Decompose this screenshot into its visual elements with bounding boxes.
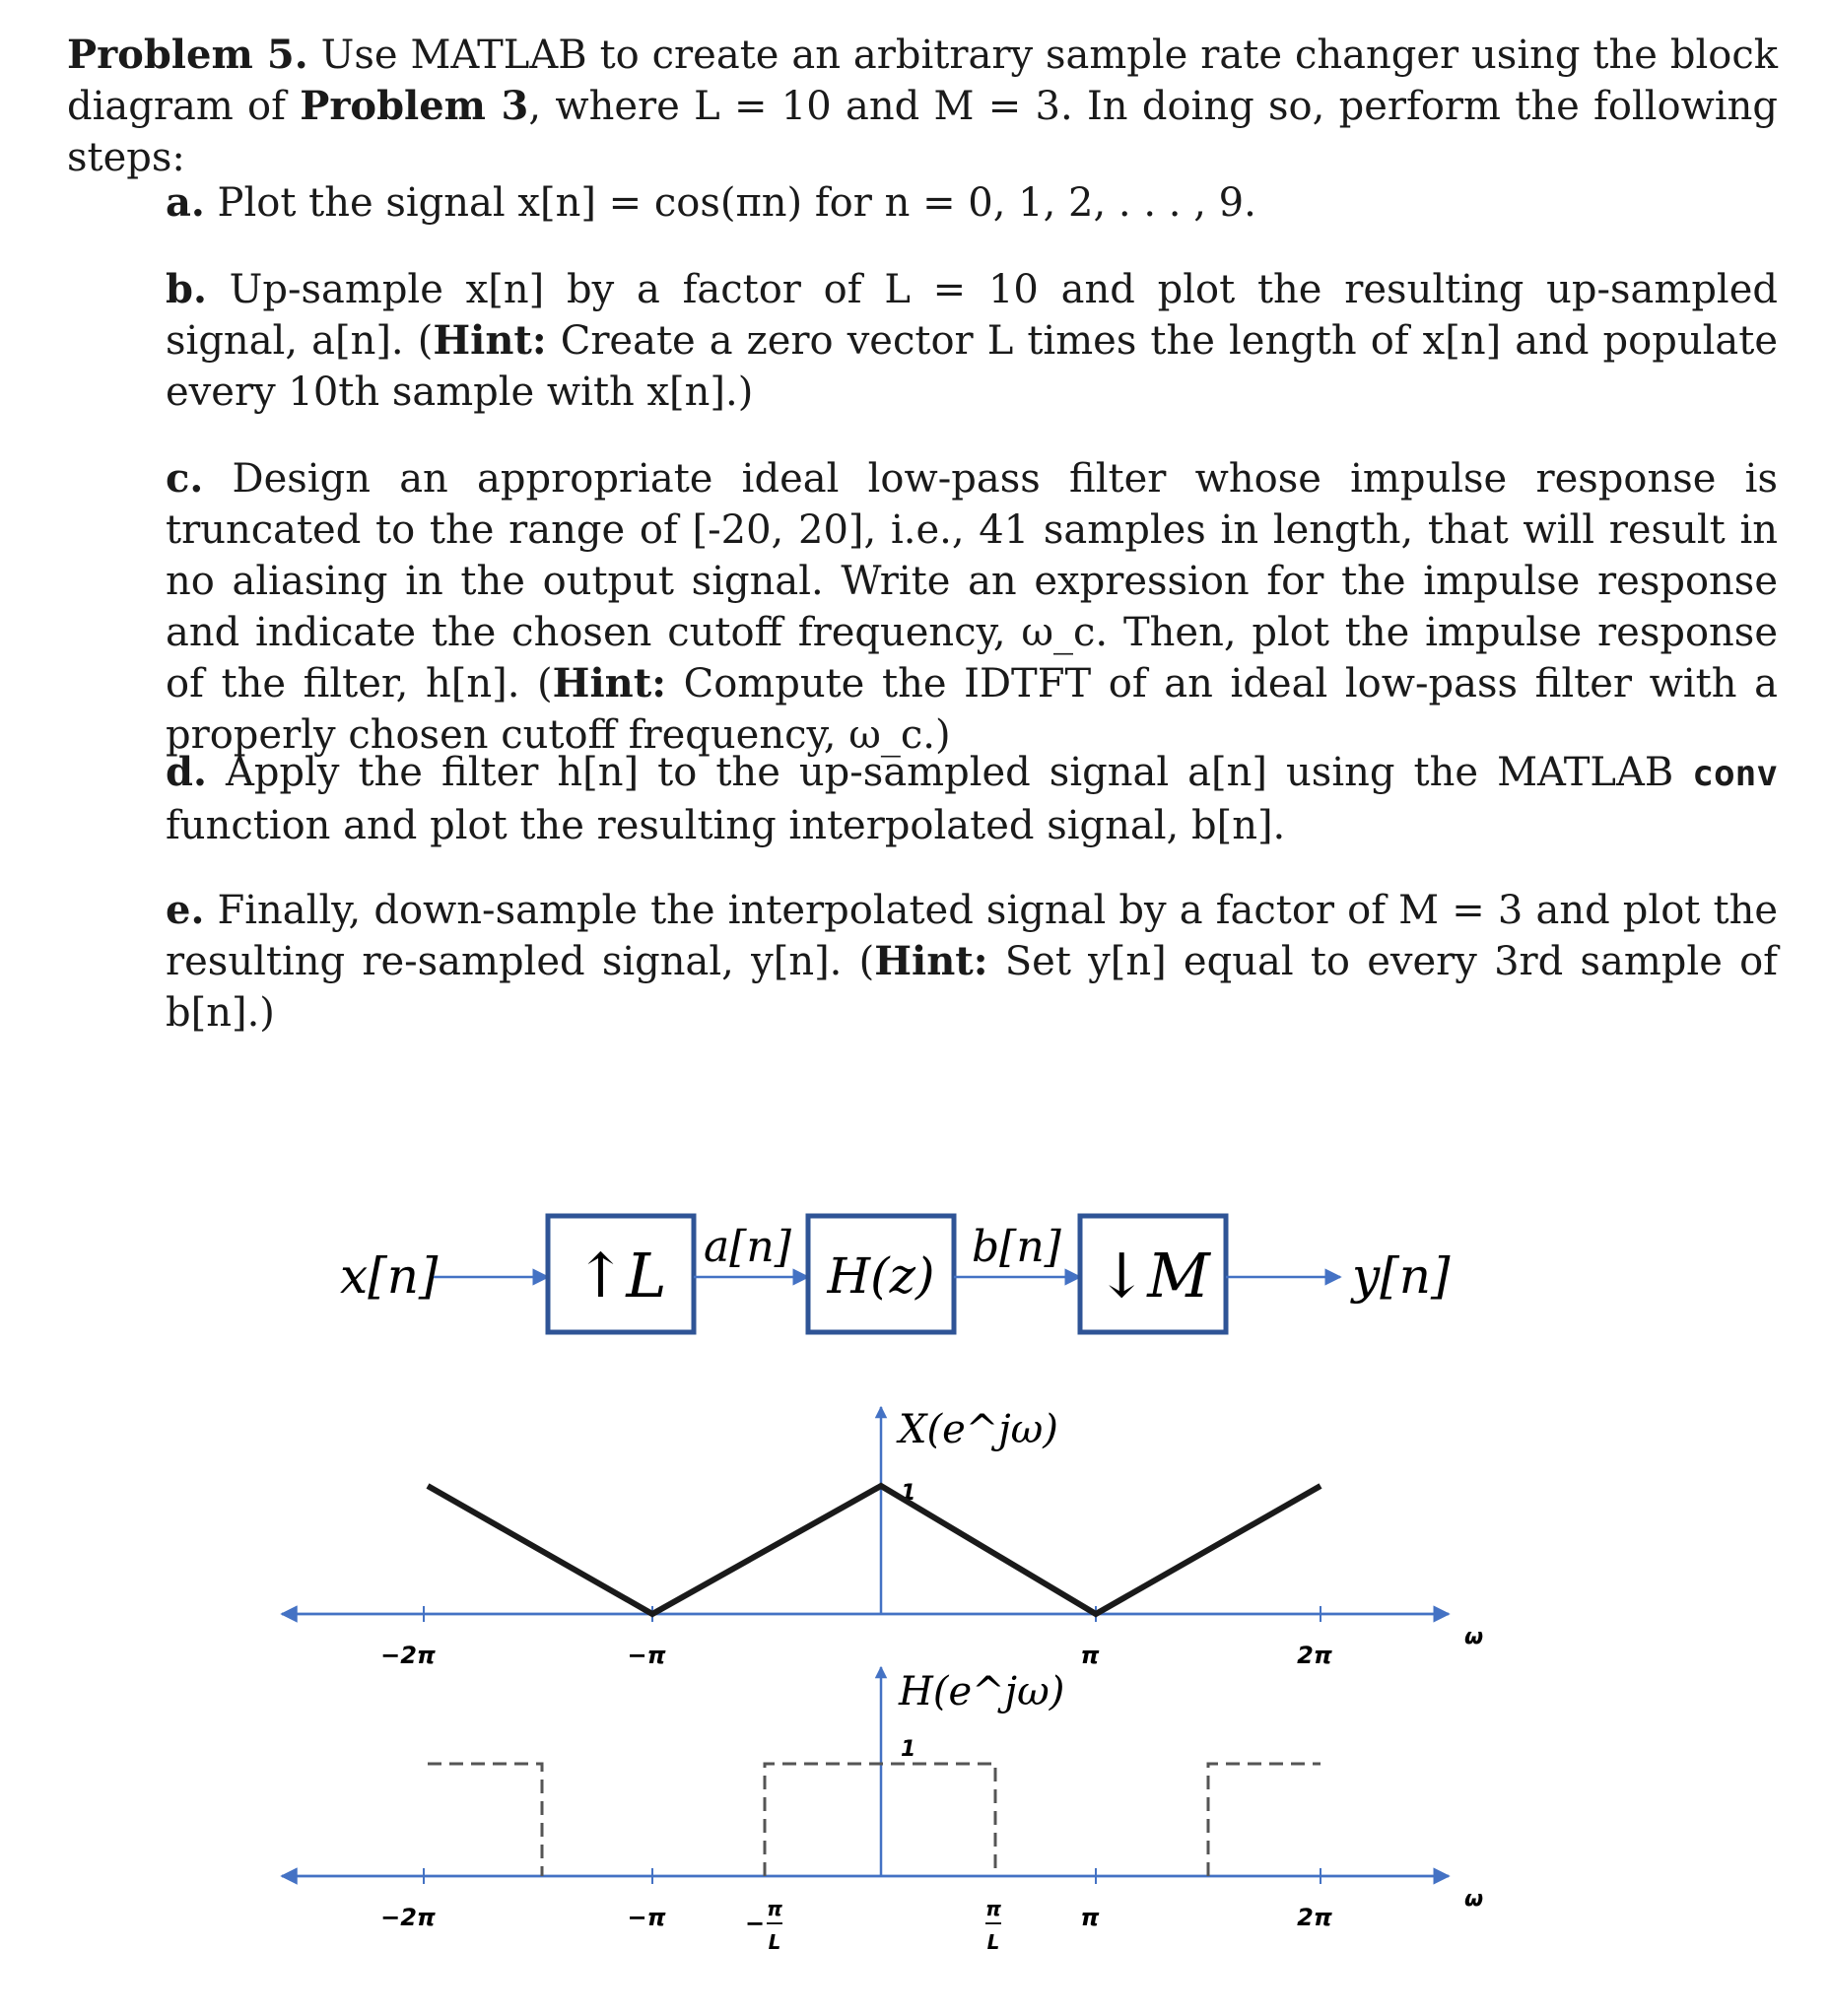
problem-text-2: , where L = 10 and M = 3. In doing so, perform the following steps: [67, 84, 1778, 180]
h-band-left [428, 1764, 542, 1876]
step-b-text-2: Create a zero vector L times the length of x[n] and populate every 10th sample with x[n].) [166, 318, 1778, 415]
a-signal-label: a[n] [704, 1222, 791, 1272]
output-signal-label: y[n] [1352, 1247, 1451, 1305]
step-e-text: Finally, down-sample the interpolated signal by a factor of M = 3 and plot the resulting re-sampled signal, y[n]. ( [166, 888, 1778, 984]
tick-label-denominator: L [986, 1930, 1000, 1954]
block-diagram [340, 1216, 1451, 1332]
step-d-text-2: function and plot the resulting interpolated signal, b[n]. [166, 803, 1286, 848]
tick-label-minus: − [744, 1910, 766, 1937]
tick-label-numerator: π [767, 1897, 782, 1920]
step-b-letter: b. [166, 266, 207, 312]
tick-label-numerator: π [985, 1897, 1001, 1920]
tick-label-denominator: L [768, 1930, 781, 1954]
spectrum-h-plot [282, 1667, 1483, 1954]
x-axis-omega: ω [1464, 1625, 1484, 1649]
step-c-letter: c. [166, 455, 204, 502]
h-peak-label: 1 [901, 1737, 916, 1762]
h-dashed-filter-lines [428, 1764, 1321, 1876]
step-d-code: conv [1692, 754, 1778, 794]
h-axis-omega: ω [1464, 1887, 1484, 1912]
step-b-text: Up-sample x[n] by a factor of L = 10 and plot the resulting up-sampled signal, a[n]. ( [166, 267, 1778, 364]
tick-label: 2π [1297, 1642, 1332, 1669]
step-e-letter: e. [166, 887, 205, 933]
x-spectrum-curve [428, 1486, 1321, 1614]
step-a-letter: a. [166, 179, 205, 226]
problem-label: Problem 5. [67, 32, 308, 78]
tick-label: −2π [380, 1904, 436, 1931]
problem-reference: Problem 3 [300, 83, 529, 129]
step-e-hint: Hint: [874, 938, 988, 984]
filter-label: H(z) [827, 1247, 935, 1305]
input-signal-label: x[n] [340, 1247, 439, 1305]
problem-text-1: Use MATLAB to create an arbitrary sample rate changer using the block diagram of [67, 33, 1778, 129]
step-c-hint: Hint: [552, 660, 666, 706]
step-a-text: Plot the signal x[n] = cos(πn) for n = 0, 1, 2, . . . , 9. [204, 180, 1256, 226]
tick-label: −2π [380, 1642, 436, 1669]
tick-label: −π [627, 1904, 666, 1931]
x-peak-label: 1 [901, 1481, 916, 1506]
h-spectrum-title: H(e^jω) [899, 1669, 1065, 1714]
tick-label: −π [627, 1642, 666, 1669]
step-b-hint: Hint: [433, 317, 547, 364]
step-c-text-2: Compute the IDTFT of an ideal low-pass filter with a properly chosen cutoff frequency, ω_c.) [166, 661, 1778, 758]
spectrum-x-plot [282, 1407, 1483, 1669]
x-ticks [380, 1606, 1332, 1669]
h-ticks [380, 1868, 1332, 1954]
step-c-text: Design an appropriate ideal low-pass filter whose impulse response is truncated to the range of [-20, 20], i.e., 41 samples in length, that will result in no aliasing in the output signal. Write an expression for the impulse response and indicate the chosen cutoff frequency, ω_c. Then, plot the impulse response of the filter, h[n]. ( [166, 456, 1778, 706]
downsampler-label: ↓M [1096, 1240, 1210, 1311]
step-e-text-2: Set y[n] equal to every 3rd sample of b[n].) [166, 939, 1778, 1036]
step-d-text: Apply the filter h[n] to the up-sampled signal a[n] using the MATLAB [206, 750, 1693, 795]
step-d-letter: d. [166, 749, 207, 795]
tick-label: 2π [1297, 1904, 1332, 1931]
x-spectrum-title: X(e^jω) [899, 1407, 1058, 1452]
tick-label: π [1080, 1642, 1100, 1669]
h-band-right [1208, 1764, 1321, 1876]
b-signal-label: b[n] [972, 1222, 1061, 1272]
tick-label: π [1080, 1904, 1100, 1931]
upsampler-label: ↑L [575, 1240, 667, 1311]
